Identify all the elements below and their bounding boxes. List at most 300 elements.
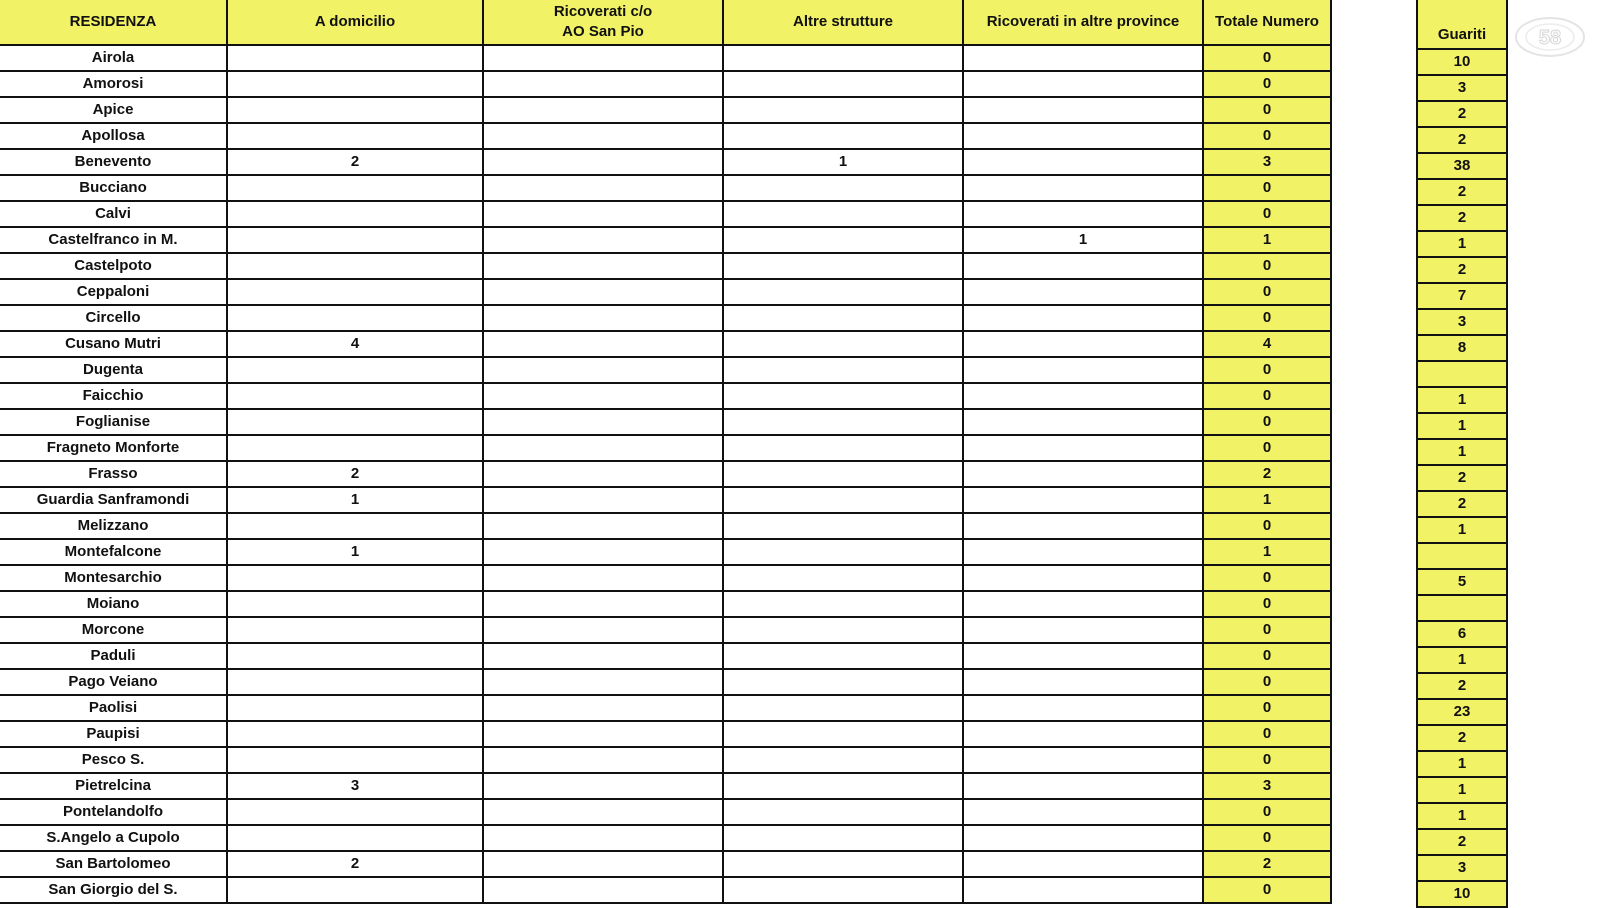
guariti-row [1417,387,1507,413]
table-row [0,175,1331,201]
cell-totale: 0 [1203,695,1331,721]
cell-altre-province [963,461,1203,487]
cell-altre-strutture [723,357,963,383]
cell-guariti: 2 [1417,257,1507,283]
cell-altre-province [963,617,1203,643]
cell-a-domicilio [227,513,483,539]
cell-guariti: 10 [1417,881,1507,907]
cell-altre-strutture [723,539,963,565]
guariti-row [1417,179,1507,205]
table-row [0,227,1331,253]
cell-residenza: Circello [0,305,227,331]
cell-altre-strutture [723,123,963,149]
cell-guariti: 1 [1417,777,1507,803]
cell-altre-province [963,383,1203,409]
cell-a-domicilio [227,565,483,591]
cell-totale: 0 [1203,825,1331,851]
cell-guariti: 5 [1417,569,1507,595]
cell-altre-province [963,669,1203,695]
cell-ricoverati-san-pio [483,591,723,617]
cell-totale: 0 [1203,799,1331,825]
cell-guariti: 1 [1417,413,1507,439]
cell-totale: 0 [1203,591,1331,617]
cell-residenza: Morcone [0,617,227,643]
cell-a-domicilio [227,747,483,773]
cell-totale: 0 [1203,435,1331,461]
guariti-row [1417,257,1507,283]
cell-altre-strutture [723,97,963,123]
guariti-row [1417,335,1507,361]
cell-altre-province [963,305,1203,331]
cell-residenza: Montefalcone [0,539,227,565]
guariti-row [1417,413,1507,439]
table-row [0,97,1331,123]
cell-altre-province [963,825,1203,851]
channel-logo-text: 58 [1538,27,1562,49]
cell-guariti: 1 [1417,751,1507,777]
table-row [0,513,1331,539]
cell-a-domicilio [227,71,483,97]
cell-totale: 1 [1203,227,1331,253]
cell-ricoverati-san-pio [483,877,723,903]
cell-residenza: Calvi [0,201,227,227]
cell-residenza: Fragneto Monforte [0,435,227,461]
cell-ricoverati-san-pio [483,747,723,773]
cell-altre-province [963,253,1203,279]
cell-residenza: Bucciano [0,175,227,201]
cell-guariti: 2 [1417,205,1507,231]
cell-residenza: Castelpoto [0,253,227,279]
cell-ricoverati-san-pio [483,643,723,669]
cell-guariti: 2 [1417,725,1507,751]
cell-guariti: 1 [1417,647,1507,673]
cell-a-domicilio [227,253,483,279]
guariti-row [1417,439,1507,465]
cell-a-domicilio [227,617,483,643]
cell-residenza: Melizzano [0,513,227,539]
guariti-row [1417,309,1507,335]
cell-guariti: 6 [1417,621,1507,647]
cell-altre-province [963,71,1203,97]
cell-a-domicilio [227,591,483,617]
cell-residenza: Dugenta [0,357,227,383]
cell-ricoverati-san-pio [483,227,723,253]
cell-residenza: Paupisi [0,721,227,747]
cell-altre-province [963,773,1203,799]
cell-altre-strutture [723,877,963,903]
cell-guariti: 2 [1417,491,1507,517]
guariti-row [1417,725,1507,751]
cell-guariti: 3 [1417,75,1507,101]
table-row [0,643,1331,669]
guariti-row [1417,803,1507,829]
cell-ricoverati-san-pio [483,669,723,695]
cell-totale: 0 [1203,617,1331,643]
cell-ricoverati-san-pio [483,773,723,799]
cell-residenza: Benevento [0,149,227,175]
table-row [0,877,1331,903]
cell-a-domicilio [227,357,483,383]
cell-altre-strutture [723,617,963,643]
cell-residenza: Guardia Sanframondi [0,487,227,513]
cell-residenza: Montesarchio [0,565,227,591]
cell-totale: 3 [1203,773,1331,799]
cell-totale: 0 [1203,305,1331,331]
cell-altre-strutture [723,721,963,747]
cell-totale: 0 [1203,97,1331,123]
cell-ricoverati-san-pio [483,617,723,643]
cell-ricoverati-san-pio [483,799,723,825]
cell-residenza: Amorosi [0,71,227,97]
cell-residenza: Paolisi [0,695,227,721]
cell-altre-province [963,799,1203,825]
cell-residenza: Foglianise [0,409,227,435]
cell-altre-strutture [723,227,963,253]
cell-guariti: 3 [1417,855,1507,881]
cell-residenza: Apollosa [0,123,227,149]
cell-residenza: San Giorgio del S. [0,877,227,903]
table-row [0,383,1331,409]
cell-altre-strutture [723,383,963,409]
cell-altre-province [963,175,1203,201]
cell-ricoverati-san-pio [483,851,723,877]
cell-ricoverati-san-pio [483,721,723,747]
cell-totale: 0 [1203,201,1331,227]
guariti-row [1417,647,1507,673]
cell-a-domicilio [227,227,483,253]
cell-altre-strutture [723,331,963,357]
cell-residenza: San Bartolomeo [0,851,227,877]
table-row [0,409,1331,435]
cell-totale: 0 [1203,669,1331,695]
guariti-header-row [1417,0,1507,49]
cell-altre-province [963,513,1203,539]
cell-residenza: Pesco S. [0,747,227,773]
cell-ricoverati-san-pio [483,539,723,565]
cell-a-domicilio [227,825,483,851]
cell-ricoverati-san-pio [483,123,723,149]
cell-altre-strutture [723,175,963,201]
cell-ricoverati-san-pio [483,383,723,409]
cell-residenza: Airola [0,45,227,71]
cell-altre-strutture [723,799,963,825]
cell-ricoverati-san-pio [483,175,723,201]
cell-guariti [1417,361,1507,387]
guariti-row [1417,699,1507,725]
cell-guariti: 23 [1417,699,1507,725]
cell-guariti: 1 [1417,387,1507,413]
cell-altre-province [963,695,1203,721]
cell-guariti: 1 [1417,439,1507,465]
guariti-row [1417,595,1507,621]
cell-ricoverati-san-pio [483,435,723,461]
cell-a-domicilio [227,383,483,409]
cell-guariti [1417,543,1507,569]
cell-a-domicilio [227,409,483,435]
cell-ricoverati-san-pio [483,487,723,513]
cell-guariti: 1 [1417,231,1507,257]
header-altre-province: Ricoverati in altre province [963,0,1203,45]
guariti-row [1417,855,1507,881]
cell-ricoverati-san-pio [483,513,723,539]
cell-guariti: 2 [1417,673,1507,699]
cell-altre-strutture [723,305,963,331]
cell-guariti: 2 [1417,829,1507,855]
table-row [0,71,1331,97]
table-row [0,773,1331,799]
guariti-row [1417,127,1507,153]
cell-totale: 0 [1203,253,1331,279]
cell-a-domicilio: 4 [227,331,483,357]
cell-altre-province [963,487,1203,513]
cell-totale: 0 [1203,45,1331,71]
cell-a-domicilio: 2 [227,851,483,877]
table-row [0,279,1331,305]
guariti-table [1416,0,1508,908]
header-altre-strutture: Altre strutture [723,0,963,45]
cell-altre-province [963,409,1203,435]
guariti-row [1417,517,1507,543]
table-row [0,149,1331,175]
guariti-row [1417,49,1507,75]
cell-totale: 0 [1203,71,1331,97]
cell-a-domicilio [227,123,483,149]
header-ricoverati-line1: Ricoverati c/o [553,3,653,20]
guariti-row [1417,829,1507,855]
table-row [0,487,1331,513]
guariti-row [1417,205,1507,231]
cell-ricoverati-san-pio [483,279,723,305]
cell-altre-strutture [723,591,963,617]
table-row [0,253,1331,279]
guariti-row [1417,283,1507,309]
cell-altre-province [963,851,1203,877]
cell-guariti: 2 [1417,179,1507,205]
table-row [0,669,1331,695]
table-row [0,617,1331,643]
cell-altre-province [963,747,1203,773]
cell-totale: 2 [1203,851,1331,877]
guariti-row [1417,75,1507,101]
cell-a-domicilio [227,695,483,721]
cell-a-domicilio [227,435,483,461]
cell-ricoverati-san-pio [483,825,723,851]
cell-altre-province [963,279,1203,305]
cell-guariti: 1 [1417,517,1507,543]
cell-totale: 0 [1203,721,1331,747]
cell-totale: 0 [1203,123,1331,149]
cell-totale: 0 [1203,643,1331,669]
guariti-row [1417,673,1507,699]
cell-altre-strutture [723,773,963,799]
header-ricoverati-line2: AO San Pio [562,23,644,40]
cell-a-domicilio: 2 [227,149,483,175]
cell-a-domicilio [227,643,483,669]
cell-totale: 1 [1203,487,1331,513]
cell-a-domicilio [227,305,483,331]
cell-a-domicilio: 1 [227,487,483,513]
table-row [0,799,1331,825]
cell-totale: 1 [1203,539,1331,565]
table-row [0,825,1331,851]
cell-a-domicilio: 2 [227,461,483,487]
header-a-domicilio: A domicilio [227,0,483,45]
cell-totale: 0 [1203,877,1331,903]
cell-ricoverati-san-pio [483,565,723,591]
cell-altre-strutture [723,409,963,435]
table-row [0,201,1331,227]
cell-altre-strutture [723,435,963,461]
cell-altre-province [963,201,1203,227]
cell-ricoverati-san-pio [483,71,723,97]
cell-guariti: 38 [1417,153,1507,179]
table-row [0,591,1331,617]
guariti-row [1417,543,1507,569]
guariti-row [1417,101,1507,127]
cell-altre-strutture [723,747,963,773]
cell-ricoverati-san-pio [483,45,723,71]
cell-altre-strutture [723,279,963,305]
cell-residenza: Pontelandolfo [0,799,227,825]
cell-residenza: Paduli [0,643,227,669]
table-row [0,331,1331,357]
table-row [0,357,1331,383]
cell-altre-strutture [723,461,963,487]
cell-ricoverati-san-pio [483,149,723,175]
cell-guariti: 2 [1417,101,1507,127]
table-row [0,45,1331,71]
cell-totale: 3 [1203,149,1331,175]
table-row [0,461,1331,487]
guariti-row [1417,569,1507,595]
cell-a-domicilio: 3 [227,773,483,799]
cell-altre-province [963,565,1203,591]
header-ricoverati-san-pio [483,0,723,45]
cell-altre-strutture [723,825,963,851]
cell-a-domicilio [227,669,483,695]
cell-altre-strutture [723,643,963,669]
cell-ricoverati-san-pio [483,97,723,123]
cell-residenza: Ceppaloni [0,279,227,305]
guariti-row [1417,153,1507,179]
cell-guariti: 3 [1417,309,1507,335]
cell-guariti: 2 [1417,127,1507,153]
guariti-row [1417,751,1507,777]
cell-altre-province [963,435,1203,461]
cell-altre-strutture [723,565,963,591]
guariti-row [1417,361,1507,387]
cell-residenza: Castelfranco in M. [0,227,227,253]
cell-altre-province [963,539,1203,565]
cell-ricoverati-san-pio [483,695,723,721]
cell-totale: 0 [1203,279,1331,305]
cell-ricoverati-san-pio [483,461,723,487]
cell-ricoverati-san-pio [483,357,723,383]
guariti-row [1417,777,1507,803]
table-row [0,123,1331,149]
cell-residenza: Frasso [0,461,227,487]
table-row [0,305,1331,331]
cell-altre-province [963,643,1203,669]
cell-altre-strutture: 1 [723,149,963,175]
cell-altre-strutture [723,513,963,539]
cell-altre-strutture [723,45,963,71]
cell-a-domicilio [227,201,483,227]
cell-altre-strutture [723,487,963,513]
cell-residenza: Faicchio [0,383,227,409]
cell-totale: 0 [1203,175,1331,201]
cell-guariti: 10 [1417,49,1507,75]
cell-totale: 2 [1203,461,1331,487]
cell-a-domicilio [227,877,483,903]
cell-altre-province [963,357,1203,383]
header-guariti: Guariti [1417,0,1507,49]
cell-altre-strutture [723,71,963,97]
cell-altre-strutture [723,253,963,279]
cell-residenza: Pietrelcina [0,773,227,799]
cell-totale: 0 [1203,383,1331,409]
cell-residenza: Pago Veiano [0,669,227,695]
cell-altre-province [963,331,1203,357]
cell-guariti: 1 [1417,803,1507,829]
cell-guariti [1417,595,1507,621]
cell-altre-strutture [723,201,963,227]
cell-totale: 0 [1203,409,1331,435]
cell-ricoverati-san-pio [483,201,723,227]
cell-ricoverati-san-pio [483,331,723,357]
cell-altre-province [963,721,1203,747]
header-residenza: RESIDENZA [0,0,227,45]
guariti-row [1417,881,1507,907]
cell-totale: 0 [1203,565,1331,591]
cell-residenza: S.Angelo a Cupolo [0,825,227,851]
cell-altre-province [963,149,1203,175]
guariti-row [1417,621,1507,647]
guariti-row [1417,465,1507,491]
header-row [0,0,1331,45]
cell-altre-province [963,97,1203,123]
table-row [0,747,1331,773]
cell-residenza: Apice [0,97,227,123]
header-totale: Totale Numero [1203,0,1331,45]
cell-altre-strutture [723,851,963,877]
cell-a-domicilio [227,279,483,305]
cell-ricoverati-san-pio [483,409,723,435]
cell-a-domicilio [227,97,483,123]
cell-ricoverati-san-pio [483,253,723,279]
cell-altre-province [963,123,1203,149]
cell-altre-strutture [723,695,963,721]
cell-a-domicilio [227,175,483,201]
channel-logo [1514,16,1586,58]
cell-guariti: 8 [1417,335,1507,361]
cell-ricoverati-san-pio [483,305,723,331]
cell-totale: 0 [1203,357,1331,383]
cell-altre-province [963,45,1203,71]
cell-residenza: Moiano [0,591,227,617]
table-row [0,721,1331,747]
cell-guariti: 7 [1417,283,1507,309]
cell-residenza: Cusano Mutri [0,331,227,357]
cell-altre-province [963,591,1203,617]
cell-altre-province [963,877,1203,903]
cell-a-domicilio: 1 [227,539,483,565]
cell-a-domicilio [227,799,483,825]
guariti-row [1417,491,1507,517]
cell-guariti: 2 [1417,465,1507,491]
cell-altre-strutture [723,669,963,695]
table-row [0,695,1331,721]
